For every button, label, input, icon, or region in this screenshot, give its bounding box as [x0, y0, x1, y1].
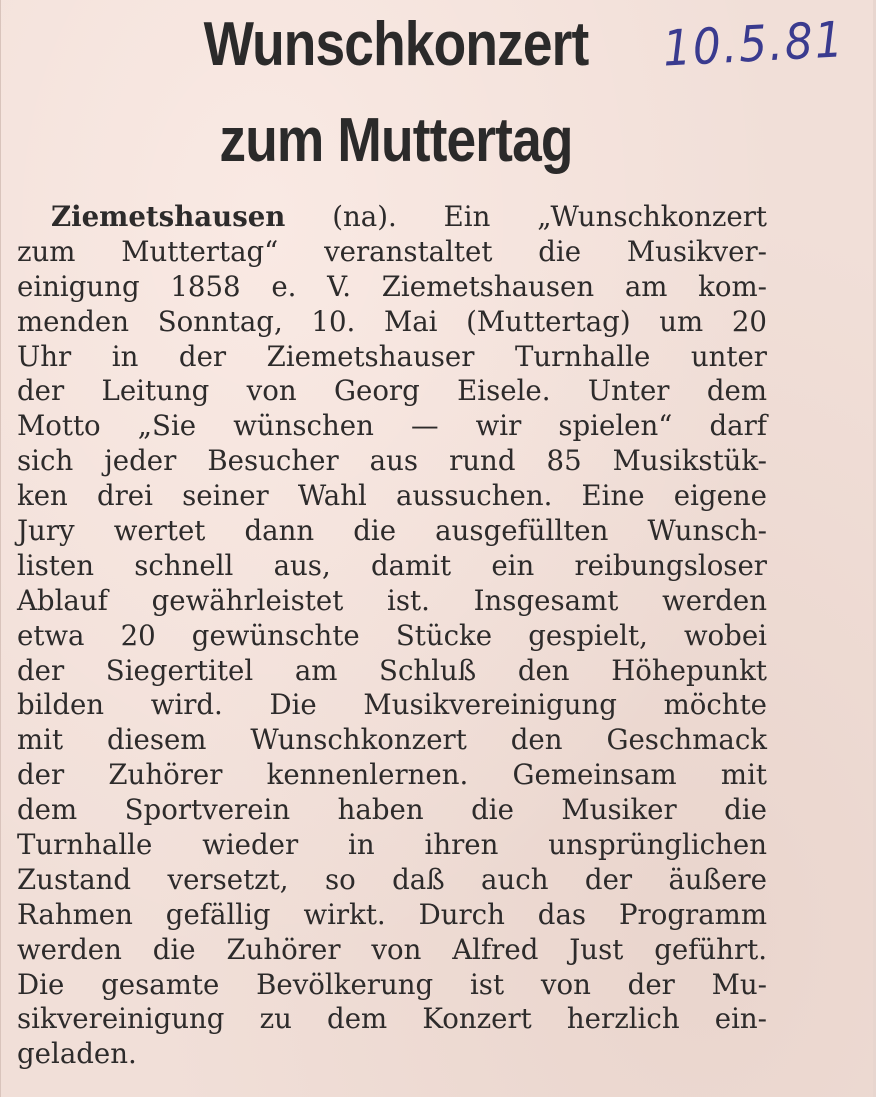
article-line: sich jeder Besucher aus rund 85 Musikstük- [17, 444, 767, 478]
dateline: Ziemetshausen [51, 200, 286, 233]
handwritten-date: 10.5.81 [661, 11, 847, 78]
article-line: Turnhalle wieder in ihren unsprünglichen [17, 828, 767, 862]
headline-line-2: zum Muttertag [219, 106, 573, 175]
article-line: Ablauf gewährleistet ist. Insgesamt werden [17, 583, 767, 617]
article-line: bilden wird. Die Musikvereinigung möchte [17, 688, 767, 722]
article-line: Die gesamte Bevölkerung ist von der Mu- [17, 967, 767, 1001]
article-line: Rahmen gefällig wirkt. Durch das Programm [17, 897, 767, 931]
article-line: Jury wertet dann die ausgefüllten Wunsch- [17, 514, 767, 548]
article-line: geladen. [17, 1037, 137, 1071]
article-line: der Zuhörer kennenlernen. Gemeinsam mit [17, 758, 767, 792]
article-line: der Siegertitel am Schluß den Höhepunkt [17, 653, 767, 687]
article-line: etwa 20 gewünschte Stücke gespielt, wobei [17, 618, 767, 652]
article-body [17, 200, 767, 1072]
headline-line-1: Wunschkonzert [203, 10, 589, 79]
article-line-text: (na). Ein „Wunschkonzert [285, 200, 767, 233]
article-line: dem Sportverein haben die Musiker die [17, 793, 767, 827]
article-line: ken drei seiner Wahl aussuchen. Eine eigene [17, 479, 767, 513]
article-line: zum Muttertag“ veranstaltet die Musikver- [17, 234, 767, 268]
article-line [17, 200, 767, 235]
article-line: menden Sonntag, 10. Mai (Muttertag) um 20 [17, 304, 767, 338]
article-line: mit diesem Wunschkonzert den Geschmack [17, 723, 767, 757]
article-line: listen schnell aus, damit ein reibungsloser [17, 548, 767, 582]
article-line: sikvereinigung zu dem Konzert herzlich ein- [17, 1002, 767, 1036]
article-line: werden die Zuhörer von Alfred Just geführt. [17, 932, 767, 966]
article-line: Zustand versetzt, so daß auch der äußere [17, 862, 767, 896]
article-line: Motto „Sie wünschen — wir spielen“ darf [17, 409, 767, 443]
article-line: einigung 1858 e. V. Ziemetshausen am kom- [17, 269, 767, 303]
article-line: Uhr in der Ziemetshauser Turnhalle unter [17, 339, 767, 373]
article-line: der Leitung von Georg Eisele. Unter dem [17, 374, 767, 408]
